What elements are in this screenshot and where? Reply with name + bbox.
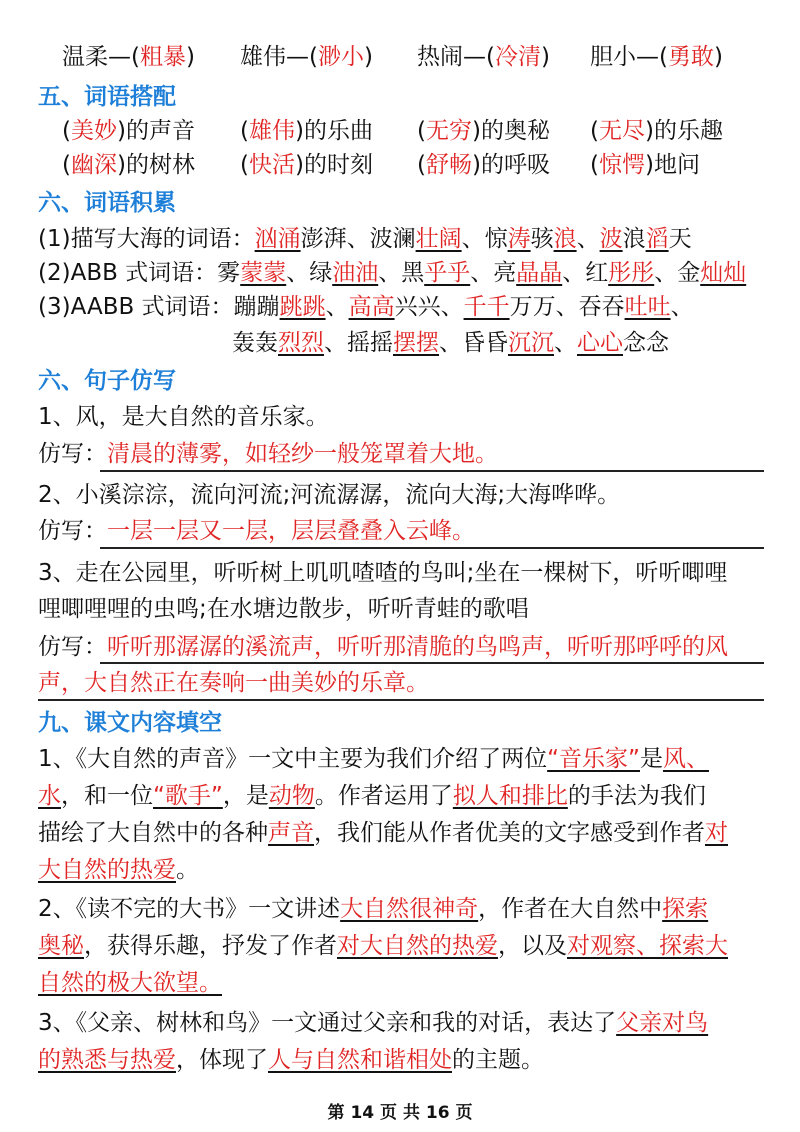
collocation: (惊愕)地问	[590, 152, 700, 178]
antonym-pair: 胆小—(勇敢)	[590, 44, 723, 70]
fill-blank-line: 自然的极大欲望。	[38, 970, 222, 996]
collocation: (无尽)的乐趣	[590, 118, 723, 144]
answer-line: 仿写：清晨的薄雾，如轻纱一般笼罩着大地。	[38, 441, 498, 467]
fill-blank-line: 的熟悉与热爱，体现了人与自然和谐相处的主题。	[38, 1047, 544, 1073]
answer-underline	[38, 699, 764, 701]
collocation: (雄伟)的乐曲	[240, 118, 373, 144]
collocation: (舒畅)的呼吸	[417, 152, 550, 178]
fill-blank-line: 大自然的热爱。	[38, 857, 199, 883]
answer-line: 仿写：听听那潺潺的溪流声，听听那清脆的鸟鸣声，听听那呼呼的风	[38, 634, 728, 660]
page-number: 第 14 页 共 16 页	[327, 1103, 473, 1123]
answer-line: 仿写：一层一层又一层，层层叠叠入云峰。	[38, 518, 475, 544]
word-list-line: (1)描写大海的词语：汹涌澎湃、波澜壮阔、惊涛骇浪、波浪滔天	[38, 226, 692, 252]
question-text: 2、小溪淙淙，流向河流;河流潺潺，流向大海;大海哗哗。	[38, 482, 621, 508]
section-heading: 五、词语搭配	[38, 84, 176, 110]
section-heading: 九、课文内容填空	[38, 710, 222, 736]
collocation: (美妙)的声音	[62, 118, 195, 144]
fill-blank-line: 2、《读不完的大书》一文讲述大自然很神奇，作者在大自然中探索	[38, 896, 709, 922]
section-heading: 六、句子仿写	[38, 368, 176, 394]
antonym-pair: 雄伟—(渺小)	[240, 44, 373, 70]
antonym-pair: 温柔—(粗暴)	[62, 44, 195, 70]
answer-underline	[100, 470, 764, 472]
collocation: (幽深)的树林	[62, 152, 195, 178]
question-text: 3、走在公园里，听听树上叽叽喳喳的鸟叫;坐在一棵树下，听听唧哩	[38, 560, 728, 586]
answer-underline	[100, 547, 764, 549]
fill-blank-line: 水，和一位“歌手”，是动物。作者运用了拟人和排比的手法为我们	[38, 783, 706, 809]
collocation: (无穷)的奥秘	[417, 118, 550, 144]
fill-blank-line: 1、《大自然的声音》一文中主要为我们介绍了两位“音乐家”是风、	[38, 746, 709, 772]
question-text: 哩唧哩哩的虫鸣;在水塘边散步，听听青蛙的歌唱	[38, 596, 529, 622]
fill-blank-line: 描绘了大自然中的各种声音，我们能从作者优美的文字感受到作者对	[38, 820, 728, 846]
antonym-pair: 热闹—(冷清)	[417, 44, 550, 70]
collocation: (快活)的时刻	[240, 152, 373, 178]
section-heading: 六、词语积累	[38, 190, 176, 216]
fill-blank-line: 奥秘，获得乐趣，抒发了作者对大自然的热爱，以及对观察、探索大	[38, 933, 728, 959]
word-list-line: (2)ABB 式词语：雾蒙蒙、绿油油、黑乎乎、亮晶晶、红彤彤、金灿灿	[38, 260, 747, 286]
word-list-line: (3)AABB 式词语：蹦蹦跳跳、高高兴兴、千千万万、吞吞吐吐、	[38, 294, 694, 320]
question-text: 1、风，是大自然的音乐家。	[38, 404, 329, 430]
answer-underline	[100, 662, 764, 664]
answer-line: 声，大自然正在奏响一曲美妙的乐章。	[38, 670, 429, 696]
fill-blank-line: 3、《父亲、树林和鸟》一文通过父亲和我的对话，表达了父亲对鸟	[38, 1010, 709, 1036]
word-list-line: 轰轰烈烈、摇摇摆摆、昏昏沉沉、心心念念	[232, 330, 669, 356]
